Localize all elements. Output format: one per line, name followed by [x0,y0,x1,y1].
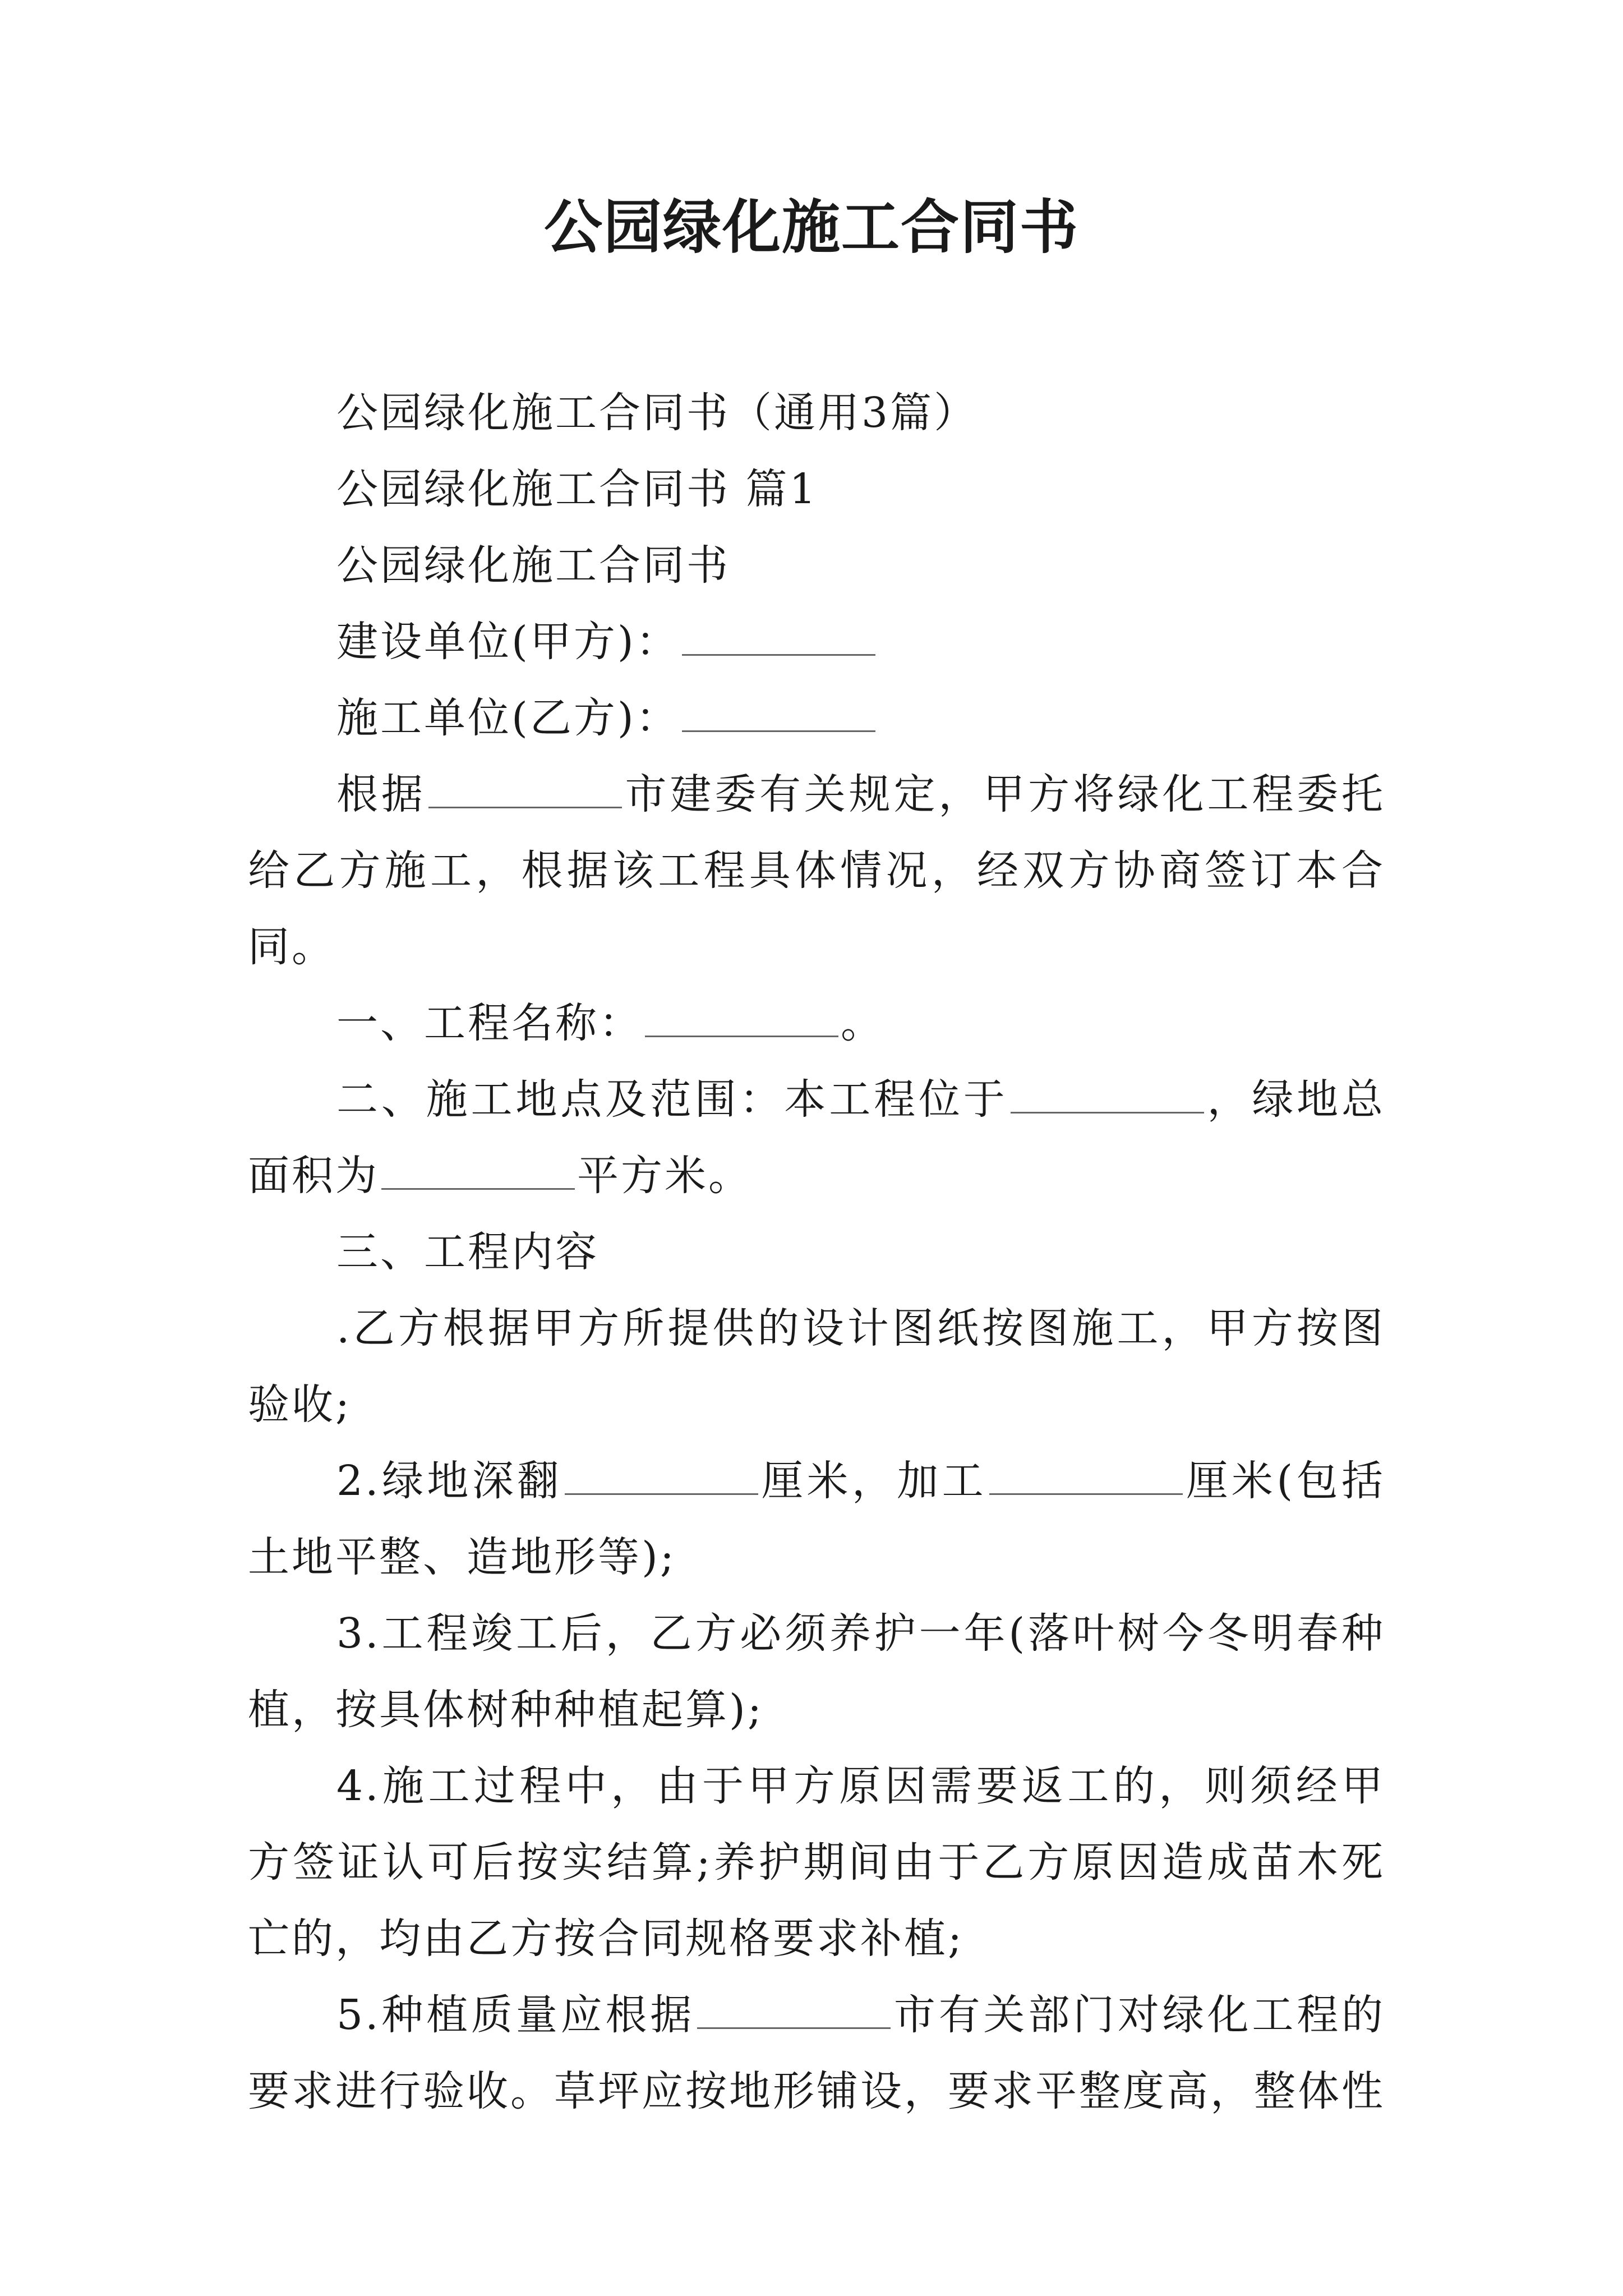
paragraph-basis [248,756,1385,985]
paragraph-item-5 [248,1977,1385,2129]
text: 一、工程名称： [336,999,643,1047]
text: 三、工程内容 [336,1228,599,1276]
text: 市建委有关规定，甲方将绿化工程委托给乙方施工，根据该工程具体情况，经双方协商签订本合同。 [248,770,1386,971]
text: 厘米(包括土地平整、造地形等); [248,1457,1385,1581]
text: 3.工程竣工后，乙方必须养护一年(落叶树今冬明春种植，按具体树种种植起算); [248,1609,1385,1734]
text: ，绿地总面积为 [248,1075,1386,1200]
text: 4.施工过程中，由于甲方原因需要返工的，则须经甲方签证认可后按实结算;养护期间由于乙方原因造成苗木死亡的，均由乙方按合同规格要求补植; [248,1762,1385,1963]
text: 公园绿化施工合同书 篇1 [336,465,818,513]
text: 市有关部门对绿化工程的要求进行验收。草坪应按地形铺设，要求平整度高，整体性 [248,1991,1386,2115]
blank-line [682,730,875,732]
blank-line [428,806,622,808]
paragraph-location [248,1061,1385,1214]
text: 建设单位(甲方)： [336,618,680,666]
paragraph-item-3 [248,1595,1385,1748]
text: 施工单位(乙方)： [336,694,680,742]
text: 二、施工地点及范围：本工程位于 [336,1075,1008,1124]
text: 公园绿化施工合同书 [336,541,730,590]
text: 。 [841,999,884,1047]
paragraph-party-b [248,680,1385,756]
paragraph-project-name [248,985,1385,1061]
blank-line [989,1493,1183,1495]
paragraph-subtitle [248,375,1385,451]
blank-line [697,2027,891,2029]
blank-line [645,1035,838,1037]
text: 2.绿地深翻 [336,1457,562,1505]
text: 厘米，加工 [760,1457,988,1505]
text: 公园绿化施工合同书（通用3篇） [336,389,978,437]
paragraph-content-heading [248,1214,1385,1290]
document-title: 公园绿化施工合同书 [543,192,1079,261]
blank-line [381,1188,575,1190]
blank-line [682,654,875,656]
document-body [248,375,1385,2129]
text: 5.种植质量应根据 [336,1991,695,2039]
blank-line [565,1493,758,1495]
text: 根据 [336,770,426,818]
paragraph-section-heading [248,451,1385,527]
paragraph-item-2 [248,1443,1385,1595]
paragraph-item-4 [248,1748,1385,1977]
text: .乙方根据甲方所提供的设计图纸按图施工，甲方按图验收; [248,1304,1385,1429]
blank-line [1011,1111,1204,1114]
paragraph-item-1 [248,1290,1385,1443]
paragraph-party-a [248,604,1385,680]
text: 平方米。 [577,1152,752,1200]
paragraph-contract-name [248,527,1385,604]
